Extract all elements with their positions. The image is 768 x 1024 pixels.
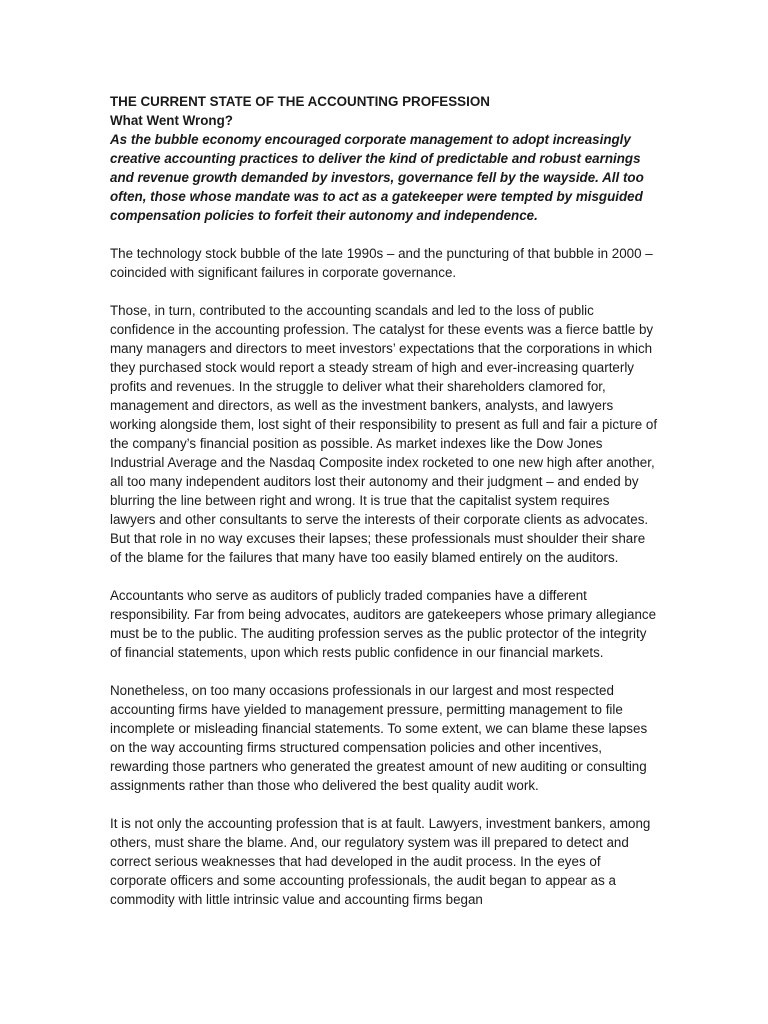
body-paragraph-3: Accountants who serve as auditors of publicly traded companies have a different responsibility. Far from being advocates, auditors are gatekeepers whose primary allegiance must be to the public. The auditing profession serves as the public protector of the integrity of financial statements, upon which rests public confidence in our financial markets.	[110, 588, 657, 660]
intro-paragraph: As the bubble economy encouraged corporate management to adopt increasingly creative accounting practices to deliver the kind of predictable and robust earnings and revenue growth demanded by investors, governance fell by the wayside. All too often, those whose mandate was to act as a gatekeeper were tempted by misguided compensation policies to forfeit their autonomy and independence.	[110, 132, 644, 223]
document-subtitle: What Went Wrong?	[110, 113, 233, 128]
body-paragraph-5: It is not only the accounting profession that is at fault. Lawyers, investment bankers, among others, must share the blame. And, our regulatory system was ill prepared to detect and correct serious weaknesses that had developed in the audit process. In the eyes of corporate officers and some accounting professionals, the audit began to appear as a commodity with little intrinsic value and accounting firms began	[110, 816, 651, 907]
document-title: THE CURRENT STATE OF THE ACCOUNTING PROFESSION	[110, 94, 490, 109]
body-paragraph-1: The technology stock bubble of the late 1990s – and the puncturing of that bubble in 2000 – coincided with significant failures in corporate governance.	[110, 246, 653, 280]
document-page	[110, 92, 658, 928]
body-paragraph-2: Those, in turn, contributed to the accounting scandals and led to the loss of public confidence in the accounting profession. The catalyst for these events was a fierce battle by many managers and directors to meet investors’ expectations that the corporations in which they purchased stock would report a steady stream of high and ever-increasing quarterly profits and revenues. In the struggle to deliver what their shareholders clamored for, management and directors, as well as the investment bankers, analysts, and lawyers working alongside them, lost sight of their responsibility to present as full and fair a picture of the company’s financial position as possible. As market indexes like the Dow Jones Industrial Average and the Nasdaq Composite index rocketed to one new high after another, all too many independent auditors lost their autonomy and their judgment – and ended by blurring the line between right and wrong. It is true that the capitalist system requires lawyers and other consultants to serve the interests of their corporate clients as advocates. But that role in no way excuses their lapses; these professionals must shoulder their share of the blame for the failures that many have too easily blamed entirely on the auditors.	[110, 303, 658, 565]
body-paragraph-4: Nonetheless, on too many occasions professionals in our largest and most respected accounting firms have yielded to management pressure, permitting management to file incomplete or misleading financial statements. To some extent, we can blame these lapses on the way accounting firms structured compensation policies and other incentives, rewarding those partners who generated the greatest amount of new auditing or consulting assignments rather than those who delivered the best quality audit work.	[110, 683, 648, 793]
